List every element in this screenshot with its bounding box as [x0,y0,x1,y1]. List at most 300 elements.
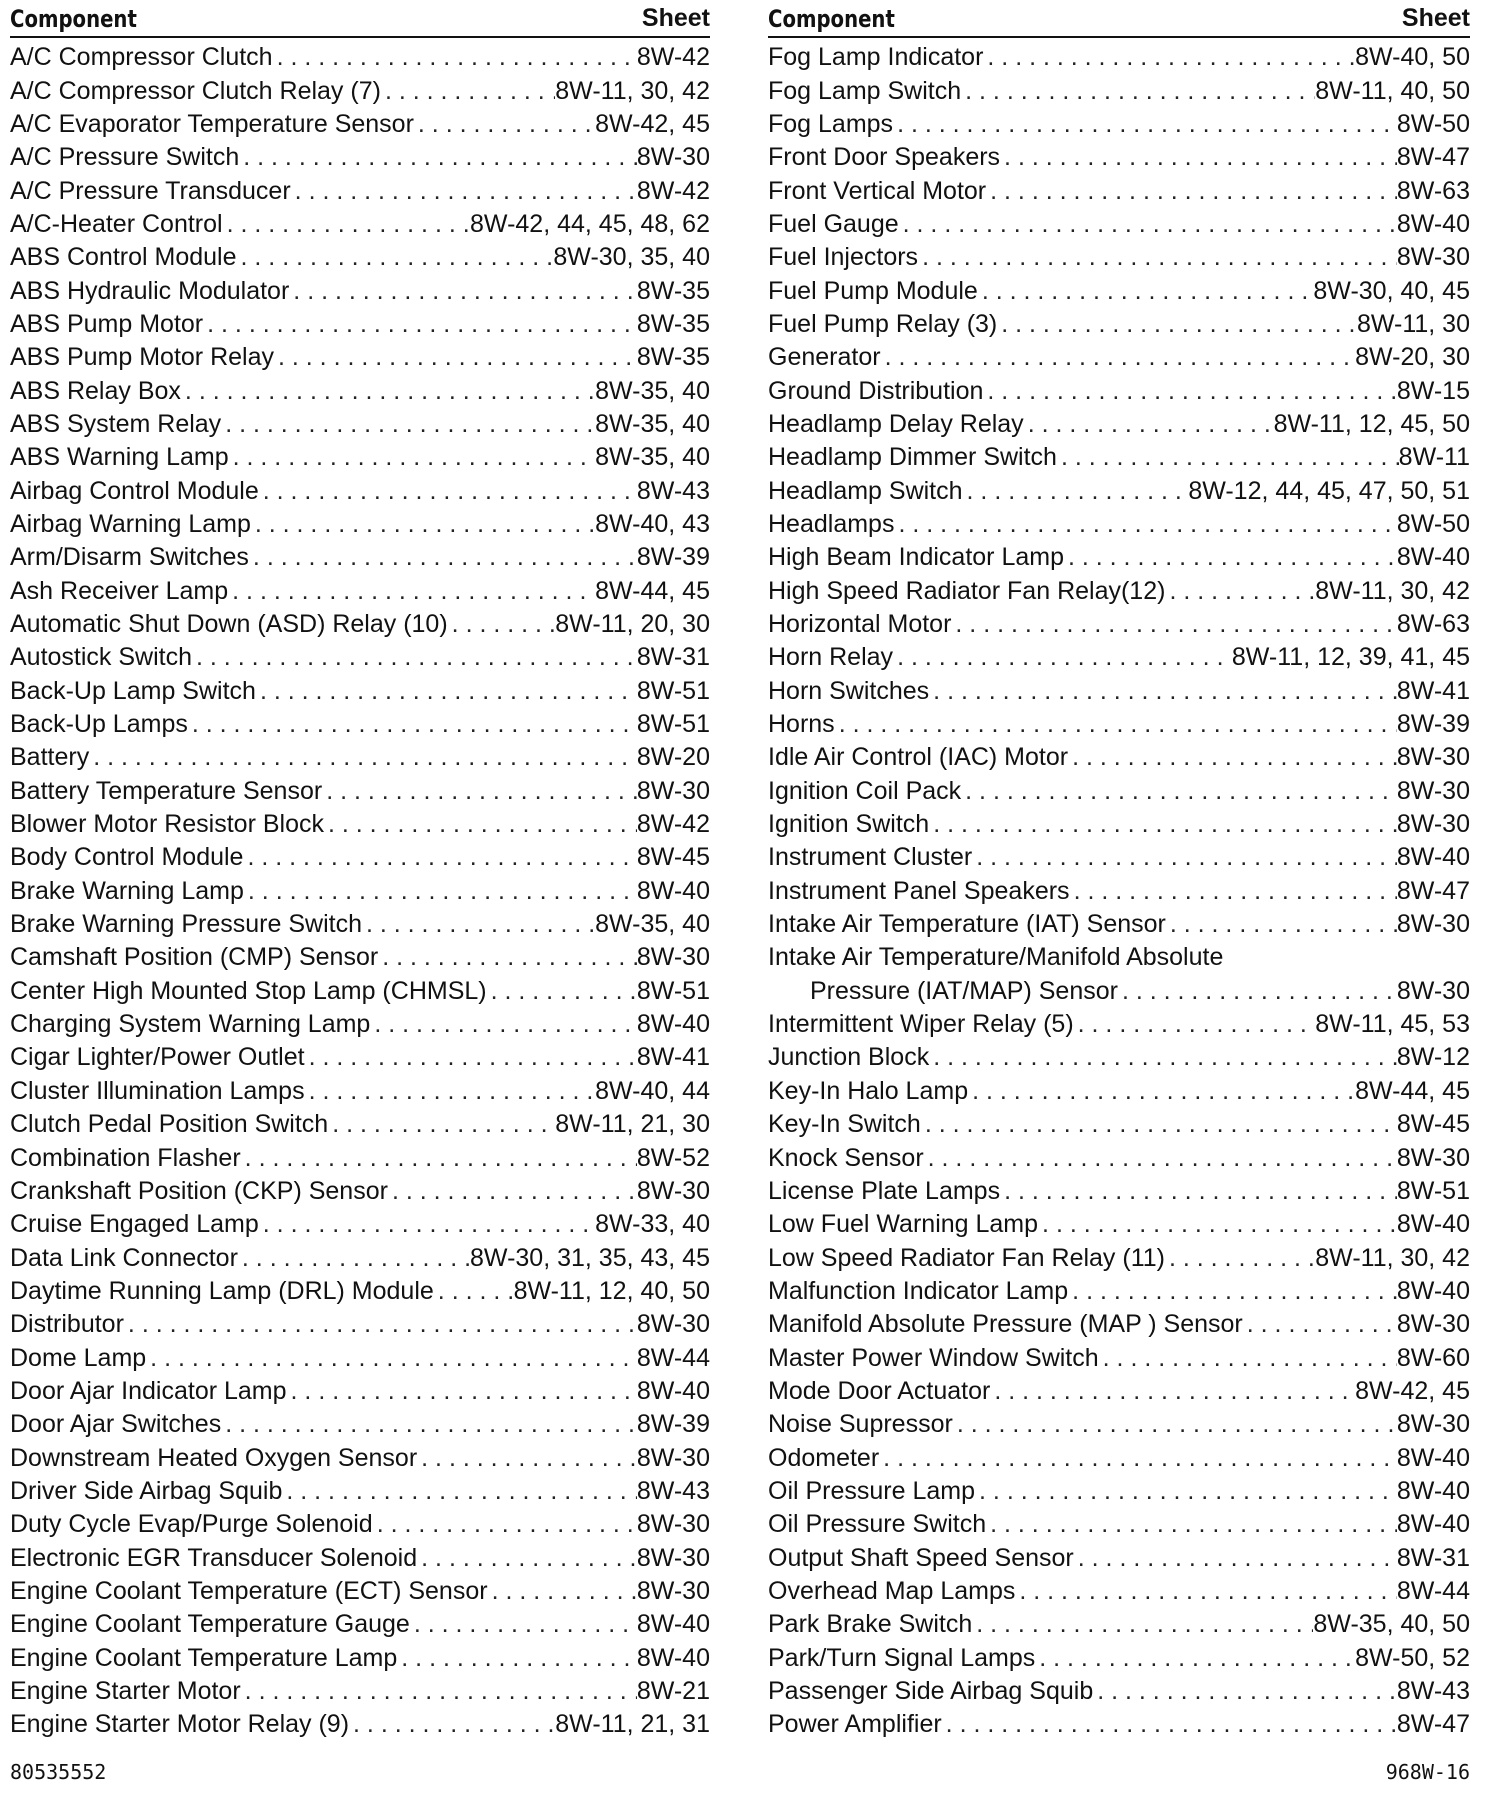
list-item [10,841,710,874]
list-item [10,1341,710,1374]
dot-leader [918,243,1397,272]
dot-leader [983,43,1355,72]
dot-leader [1068,1277,1397,1306]
list-item [768,775,1470,808]
dot-leader [1074,1010,1316,1039]
sheet-reference: 8W-63 [1396,610,1470,639]
sheet-reference: 8W-44, 45 [595,576,710,605]
sheet-reference: 8W-39 [636,1410,710,1439]
list-item [768,1008,1470,1041]
component-name: Key-In Switch [768,1110,921,1139]
list-item [10,1508,710,1541]
list-item [10,1175,710,1208]
list-item [768,208,1470,241]
dot-leader [975,1477,1397,1506]
component-name: Clutch Pedal Position Switch [10,1110,329,1139]
dot-leader [990,1377,1355,1406]
component-heading: Component [10,5,137,33]
sheet-reference: 8W-30, 40, 45 [1313,276,1470,305]
sheet-reference: 8W-60 [1396,1343,1470,1372]
sheet-reference: 8W-15 [1396,376,1470,405]
dot-leader [893,110,1397,139]
sheet-reference: 8W-30 [1396,776,1470,805]
list-item [768,74,1470,107]
list-item [768,1608,1470,1641]
dot-leader [978,277,1314,306]
sheet-reference: 8W-39 [636,543,710,572]
list-item [768,1375,1470,1408]
component-name: Brake Warning Pressure Switch [10,910,362,939]
component-name: Park/Turn Signal Lamps [768,1643,1036,1672]
dot-leader [287,1377,637,1406]
sheet-reference: 8W-40 [1396,1443,1470,1472]
list-item [10,308,710,341]
component-name: ABS Pump Motor Relay [10,343,274,372]
list-item [10,174,710,207]
dot-leader [881,343,1356,372]
sheet-reference: 8W-40 [1396,209,1470,238]
list-item [10,675,710,708]
list-item [10,341,710,374]
list-item [768,875,1470,908]
sheet-reference: 8W-35 [636,309,710,338]
component-name: Overhead Map Lamps [768,1576,1016,1605]
sheet-reference: 8W-43 [636,1476,710,1505]
dot-leader [893,643,1232,672]
component-name: Knock Sensor [768,1143,924,1172]
sheet-reference: 8W-41 [1396,676,1470,705]
list-item [10,208,710,241]
component-name: Downstream Heated Oxygen Sensor [10,1443,418,1472]
list-item [768,508,1470,541]
list-item [768,1675,1470,1708]
list-item [768,641,1470,674]
dot-leader [229,443,595,472]
dot-leader [924,1144,1397,1173]
component-name: Engine Starter Motor Relay (9) [10,1710,350,1739]
sheet-reference: 8W-35, 40 [595,376,710,405]
list-item [10,1475,710,1508]
sheet-reference: 8W-12 [1396,1043,1470,1072]
dot-leader [256,677,637,706]
list-item [10,1008,710,1041]
list-item [10,941,710,974]
list-item [10,641,710,674]
component-name: Back-Up Lamp Switch [10,676,256,705]
sheet-reference: 8W-45 [1396,1110,1470,1139]
sheet-reference: 8W-30 [1396,810,1470,839]
list-item [10,775,710,808]
dot-leader [397,1644,637,1673]
component-name: ABS Warning Lamp [10,443,229,472]
dot-leader [243,843,636,872]
dot-leader [274,343,637,372]
sheet-reference: 8W-30 [636,943,710,972]
list-item [10,1075,710,1108]
list-item [10,1541,710,1574]
component-name: Fog Lamps [768,109,894,138]
dot-leader [244,877,637,906]
dot-leader [1015,1577,1396,1606]
list-item [10,1575,710,1608]
dot-leader [370,1010,636,1039]
list-item [768,941,1470,974]
list-item [10,908,710,941]
sheet-reference: 8W-40 [636,1376,710,1405]
sheet-reference: 8W-30 [636,776,710,805]
component-name: A/C Compressor Clutch Relay (7) [10,76,381,105]
sheet-reference: 8W-40 [1396,1210,1470,1239]
dot-leader [448,610,556,639]
footer-page-code: 968W-16 [1385,1760,1470,1784]
component-name: Ground Distribution [768,376,984,405]
component-name: High Beam Indicator Lamp [768,543,1064,572]
component-name: Output Shaft Speed Sensor [768,1543,1074,1572]
component-name: Manifold Absolute Pressure (MAP ) Sensor [768,1310,1243,1339]
dot-leader [1118,977,1397,1006]
component-name: ABS Relay Box [10,376,181,405]
component-name: Airbag Warning Lamp [10,509,251,538]
dot-leader [961,777,1397,806]
sheet-reference: 8W-41 [636,1043,710,1072]
component-name: High Speed Radiator Fan Relay(12) [768,576,1166,605]
component-name: Engine Coolant Temperature Gauge [10,1610,410,1639]
component-name: Door Ajar Switches [10,1410,222,1439]
component-name: Low Speed Radiator Fan Relay (11) [768,1243,1165,1272]
component-name: Fuel Injectors [768,243,919,272]
sheet-reference: 8W-30, 35, 40 [553,243,710,272]
dot-leader [986,177,1397,206]
component-name: Dome Lamp [10,1343,147,1372]
sheet-reference: 8W-40 [1396,1510,1470,1539]
list-item [768,274,1470,307]
list-item [768,1208,1470,1241]
list-item [10,441,710,474]
sheet-reference: 8W-39 [1396,710,1470,739]
sheet-reference: 8W-11, 40, 50 [1315,76,1470,105]
list-item [768,1441,1470,1474]
left-column [10,0,710,1742]
list-item [768,474,1470,507]
right-component-list [768,41,1470,1742]
list-item [768,341,1470,374]
sheet-reference: 8W-45 [636,843,710,872]
dot-leader [1038,1210,1397,1239]
list-item [768,1475,1470,1508]
component-name: Intake Air Temperature/Manifold Absolute [768,943,1224,972]
list-item [768,1575,1470,1608]
dot-leader [241,1677,637,1706]
dot-leader [963,477,1189,506]
component-name: Body Control Module [10,843,244,872]
dot-leader [1000,1177,1397,1206]
dot-leader [328,1110,555,1139]
dot-leader [259,1210,595,1239]
sheet-reference: 8W-30, 31, 35, 43, 45 [470,1243,710,1272]
sheet-reference: 8W-11, 12, 40, 50 [513,1276,710,1305]
list-item [10,808,710,841]
list-item [10,541,710,574]
component-name: A/C Evaporator Temperature Sensor [10,109,414,138]
component-name: Cluster Illumination Lamps [10,1076,305,1105]
component-name: Idle Air Control (IAC) Motor [768,743,1069,772]
component-name: Low Fuel Warning Lamp [768,1210,1039,1239]
list-item [10,875,710,908]
dot-leader [146,1344,637,1373]
component-name: Ignition Coil Pack [768,776,962,805]
list-item [768,1708,1470,1741]
component-name: A/C-Heater Control [10,209,223,238]
sheet-reference: 8W-30 [636,1543,710,1572]
sheet-reference: 8W-11, 20, 30 [555,610,710,639]
component-name: Airbag Control Module [10,476,259,505]
component-heading: Component [768,5,895,33]
dot-leader [203,310,637,339]
list-item [768,1108,1470,1141]
component-name: ABS Pump Motor [10,309,204,338]
component-name: Fog Lamp Switch [768,76,962,105]
component-name: Malfunction Indicator Lamp [768,1276,1069,1305]
dot-leader [986,1510,1397,1539]
component-name: Center High Mounted Stop Lamp (CHMSL) [10,976,487,1005]
list-item [768,141,1470,174]
list-item [10,1208,710,1241]
dot-leader [305,1077,596,1106]
dot-leader [1165,577,1315,606]
sheet-reference: 8W-11, 12, 39, 41, 45 [1231,643,1470,672]
component-name: Mode Door Actuator [768,1376,991,1405]
sheet-reference: 8W-11 [1398,443,1470,472]
list-item [768,108,1470,141]
sheet-reference: 8W-40, 50 [1355,43,1470,72]
component-name: A/C Compressor Clutch [10,43,273,72]
dot-leader [388,1177,637,1206]
dot-leader [188,710,637,739]
component-name: Intake Air Temperature (IAT) Sensor [768,910,1166,939]
dot-leader [124,1310,637,1339]
list-item [10,1408,710,1441]
dot-leader [953,1410,1397,1439]
dot-leader [1074,1544,1397,1573]
list-item [10,241,710,274]
component-name: Fuel Pump Module [768,276,978,305]
dot-leader [929,677,1397,706]
sheet-reference: 8W-31 [636,643,710,672]
sheet-reference: 8W-51 [1396,1176,1470,1205]
list-item [768,675,1470,708]
dot-leader [273,43,637,72]
component-name: Ignition Switch [768,810,930,839]
sheet-reference: 8W-30 [1396,910,1470,939]
dot-leader [417,1444,637,1473]
dot-leader [929,1043,1397,1072]
list-item [10,408,710,441]
sheet-reference: 8W-30 [636,1310,710,1339]
dot-leader [1068,743,1397,772]
dot-leader [835,710,1397,739]
dot-leader [1070,877,1397,906]
list-item [768,575,1470,608]
sheet-reference: 8W-30 [1396,1143,1470,1172]
sheet-reference: 8W-21 [636,1677,710,1706]
list-item [768,1275,1470,1308]
sheet-reference: 8W-35, 40 [595,409,710,438]
dot-leader [1165,1244,1315,1273]
component-name: Ash Receiver Lamp [10,576,229,605]
component-name: Power Amplifier [768,1710,942,1739]
sheet-reference: 8W-50 [1396,509,1470,538]
list-item [10,1141,710,1174]
component-name: Arm/Disarm Switches [10,543,249,572]
component-name: Electronic EGR Transducer Solenoid [10,1543,418,1572]
list-item [10,474,710,507]
sheet-reference: 8W-42 [636,43,710,72]
sheet-heading: Sheet [641,4,710,32]
sheet-reference: 8W-35, 40, 50 [1313,1610,1470,1639]
dot-leader [983,377,1396,406]
component-name: Brake Warning Lamp [10,876,244,905]
component-name: Generator [768,343,881,372]
sheet-reference: 8W-30 [636,1443,710,1472]
component-name: Oil Pressure Lamp [768,1476,976,1505]
list-item [10,1608,710,1641]
list-item [10,1041,710,1074]
list-item [768,441,1470,474]
dot-leader [378,943,637,972]
list-item [768,1175,1470,1208]
dot-leader [223,210,470,239]
component-name: Front Door Speakers [768,143,1001,172]
list-item [10,1375,710,1408]
dot-leader [961,77,1315,106]
component-name: Combination Flasher [10,1143,241,1172]
dot-leader [1000,143,1397,172]
dot-leader [972,1610,1313,1639]
dot-leader [289,277,637,306]
sheet-reference: 8W-47 [1396,1710,1470,1739]
list-item [768,1642,1470,1675]
dot-leader [899,210,1397,239]
component-name: Intermittent Wiper Relay (5) [768,1010,1074,1039]
component-name: Engine Starter Motor [10,1677,241,1706]
sheet-reference: 8W-40 [636,1010,710,1039]
list-item [10,1275,710,1308]
list-item [768,1541,1470,1574]
component-name: Horn Switches [768,676,930,705]
list-item [10,975,710,1008]
sheet-reference: 8W-50 [1396,109,1470,138]
dot-leader [228,577,595,606]
sheet-reference: 8W-42 [636,176,710,205]
component-name: Camshaft Position (CMP) Sensor [10,943,379,972]
component-name: Headlamp Switch [768,476,963,505]
dot-leader [487,977,637,1006]
sheet-reference: 8W-47 [1396,143,1470,172]
dot-leader [381,77,555,106]
component-name: Pressure (IAT/MAP) Sensor [810,976,1118,1005]
sheet-reference: 8W-35, 40 [595,910,710,939]
list-item [768,408,1470,441]
sheet-reference: 8W-11, 21, 31 [555,1710,710,1739]
list-item [10,708,710,741]
component-name: Horns [768,710,835,739]
list-item [10,41,710,74]
dot-leader [291,177,637,206]
dot-leader [488,1577,637,1606]
component-name: Battery [10,743,90,772]
right-column-header [768,0,1470,38]
list-item [768,975,1470,1008]
sheet-reference: 8W-47 [1396,876,1470,905]
dot-leader [241,1144,637,1173]
sheet-reference: 8W-31 [1396,1543,1470,1572]
sheet-reference: 8W-40 [636,1610,710,1639]
list-item [768,1141,1470,1174]
component-name: Automatic Shut Down (ASD) Relay (10) [10,610,448,639]
component-name: Instrument Cluster [768,843,973,872]
sheet-reference: 8W-33, 40 [595,1210,710,1239]
sheet-reference: 8W-20 [636,743,710,772]
sheet-reference: 8W-20, 30 [1355,343,1470,372]
component-name: Noise Supressor [768,1410,953,1439]
dot-leader [1093,1677,1397,1706]
component-name: Crankshaft Position (CKP) Sensor [10,1176,388,1205]
dot-leader [282,1477,636,1506]
list-item [10,1241,710,1274]
sheet-reference: 8W-40 [1396,1476,1470,1505]
sheet-reference: 8W-40 [1396,1276,1470,1305]
sheet-reference: 8W-11, 30, 42 [1315,1243,1470,1272]
list-item [10,575,710,608]
list-item [768,241,1470,274]
component-name: Instrument Panel Speakers [768,876,1070,905]
sheet-reference: 8W-40 [1396,843,1470,872]
component-name: A/C Pressure Transducer [10,176,291,205]
component-name: Headlamp Dimmer Switch [768,443,1057,472]
left-column-header [10,0,710,38]
component-name: Cigar Lighter/Power Outlet [10,1043,305,1072]
dot-leader [1064,543,1397,572]
dot-leader [1243,1310,1397,1339]
footer-left-code: 80535552 [10,1760,107,1784]
component-name: ABS Control Module [10,243,237,272]
dot-leader [417,1544,637,1573]
dot-leader [942,1710,1397,1739]
component-name: Charging System Warning Lamp [10,1010,371,1039]
list-item [10,74,710,107]
dot-leader [414,110,595,139]
sheet-reference: 8W-30 [636,143,710,172]
sheet-reference: 8W-30 [636,1176,710,1205]
dot-leader [968,1077,1355,1106]
dot-leader [305,1043,637,1072]
sheet-reference: 8W-30 [1396,1310,1470,1339]
dot-leader [894,510,1396,539]
sheet-reference: 8W-30 [1396,243,1470,272]
dot-leader [221,410,595,439]
list-item [10,374,710,407]
dot-leader [238,1244,470,1273]
dot-leader [1166,910,1397,939]
component-name: A/C Pressure Switch [10,143,240,172]
list-item [10,508,710,541]
sheet-reference: 8W-35 [636,343,710,372]
list-item [10,1708,710,1741]
component-name: ABS System Relay [10,409,222,438]
dot-leader [221,1410,637,1439]
component-name: Fog Lamp Indicator [768,43,984,72]
component-name: Duty Cycle Evap/Purge Solenoid [10,1510,373,1539]
